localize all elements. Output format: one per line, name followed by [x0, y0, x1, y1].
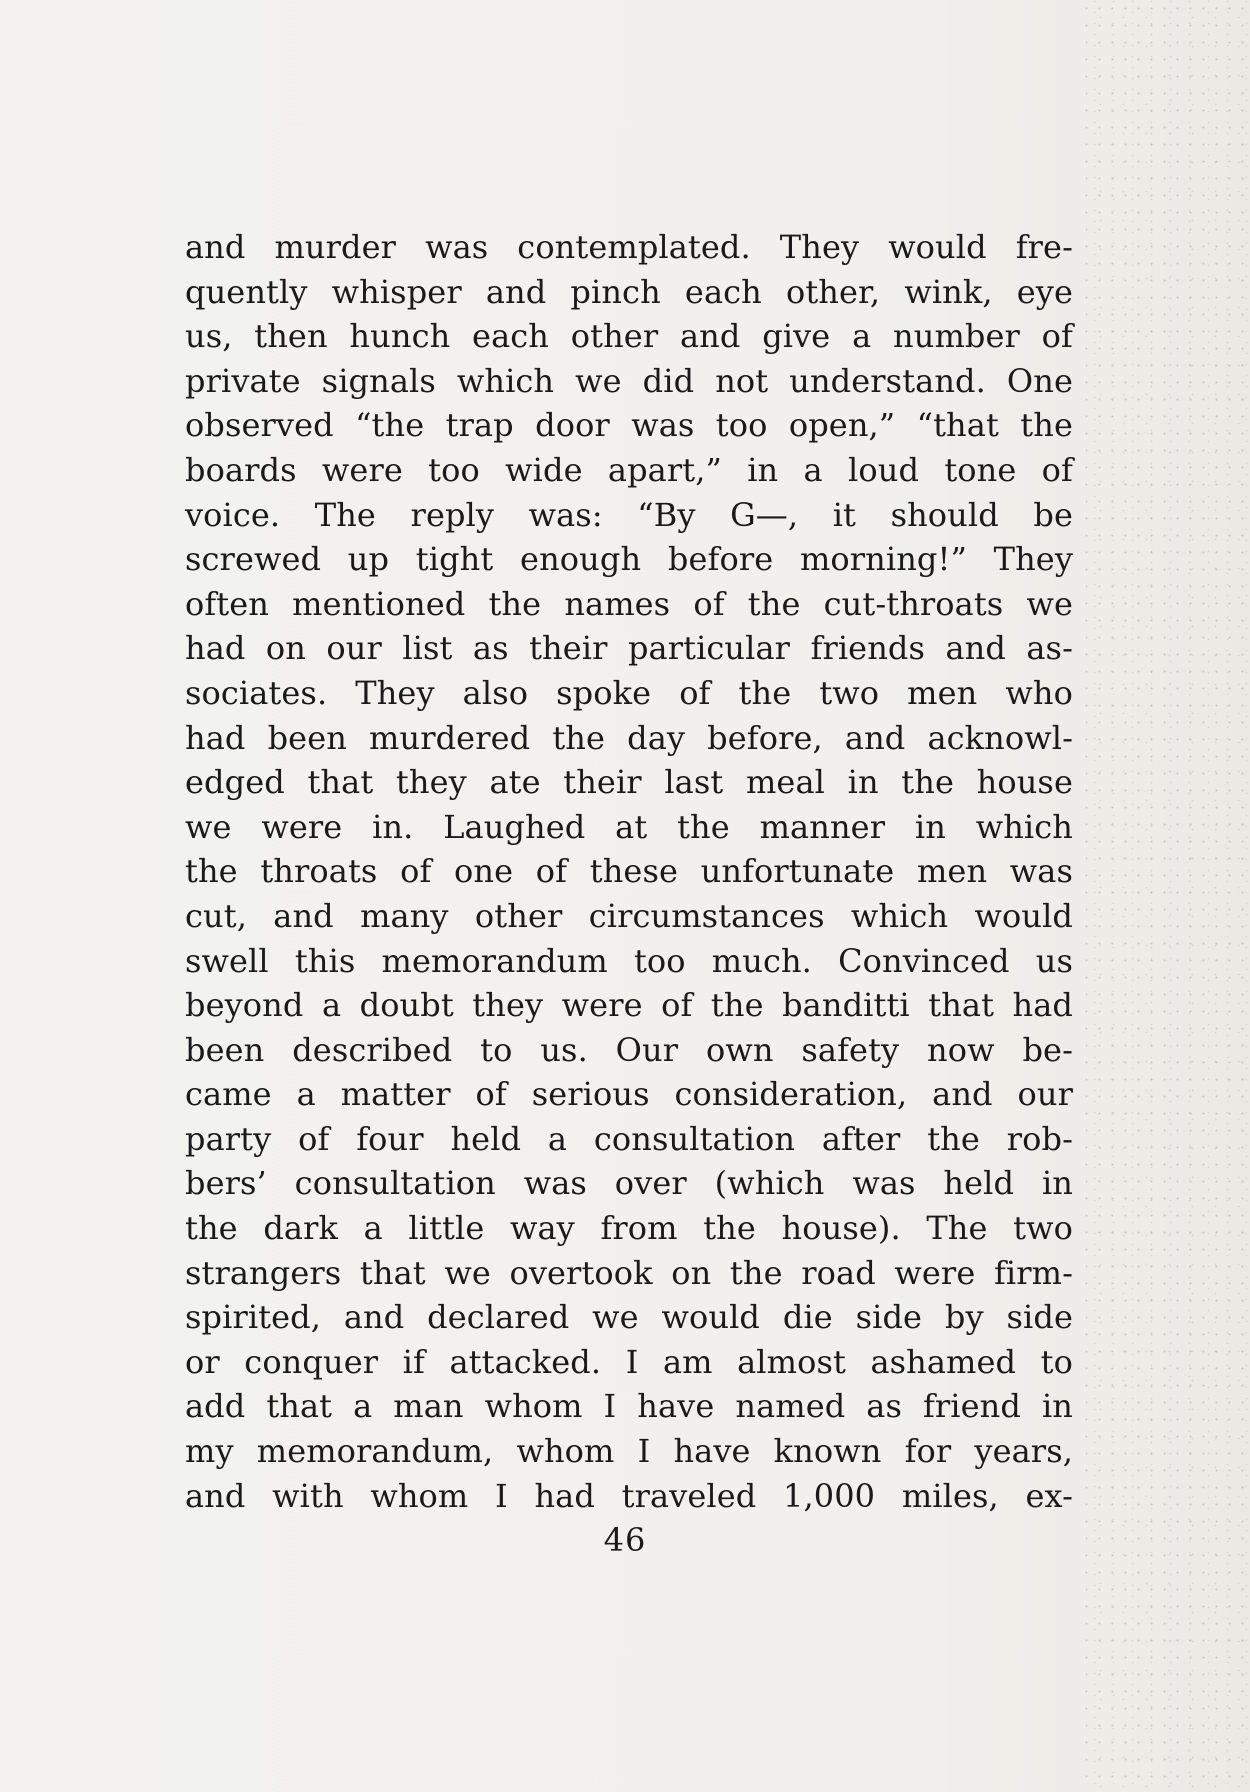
body-text	[185, 225, 1073, 1518]
text-line: and with whom I had traveled 1,000 miles, ex-	[185, 1476, 1073, 1515]
text-line: screwed up tight enough before morning!” They	[185, 540, 1073, 579]
text-line: swell this memorandum too much. Convinced us	[185, 941, 1073, 980]
text-line: edged that they ate their last meal in the house	[185, 763, 1073, 802]
text-line: came a matter of serious consideration, and our	[185, 1075, 1073, 1114]
text-line: often mentioned the names of the cut-throats we	[185, 584, 1073, 623]
text-line: had on our list as their particular friends and as-	[185, 629, 1073, 668]
text-line: observed “the trap door was too open,” “that the	[185, 406, 1073, 445]
text-line: the dark a little way from the house). The two	[185, 1209, 1073, 1248]
text-line: the throats of one of these unfortunate men was	[185, 852, 1073, 891]
text-line: been described to us. Our own safety now be-	[185, 1030, 1073, 1069]
text-line: and murder was contemplated. They would fre-	[185, 228, 1073, 266]
page-number: 46	[603, 1521, 647, 1559]
text-line: had been murdered the day before, and acknowl-	[185, 718, 1073, 757]
text-line: or conquer if attacked. I am almost ashamed to	[185, 1342, 1073, 1381]
text-line: quently whisper and pinch each other, wink, eye	[185, 272, 1073, 311]
text-line: bers’ consultation was over (which was held in	[185, 1164, 1073, 1203]
text-line: cut, and many other circumstances which would	[185, 896, 1073, 935]
text-line: boards were too wide apart,” in a loud tone of	[185, 450, 1073, 489]
text-line: my memorandum, whom I have known for years,	[185, 1432, 1073, 1471]
text-line: party of four held a consultation after the rob-	[185, 1119, 1073, 1158]
text-line: add that a man whom I have named as friend in	[185, 1387, 1073, 1426]
text-line: we were in. Laughed at the manner in which	[185, 807, 1073, 846]
text-line: beyond a doubt they were of the banditti that had	[185, 986, 1073, 1025]
text-line: private signals which we did not understand. One	[185, 361, 1073, 400]
text-line: sociates. They also spoke of the two men who	[185, 673, 1073, 712]
text-line: voice. The reply was: “By G—, it should be	[185, 495, 1073, 534]
text-line: us, then hunch each other and give a number of	[185, 317, 1073, 356]
text-line: strangers that we overtook on the road were firm-	[185, 1253, 1073, 1292]
text-line: spirited, and declared we would die side by side	[185, 1298, 1073, 1337]
